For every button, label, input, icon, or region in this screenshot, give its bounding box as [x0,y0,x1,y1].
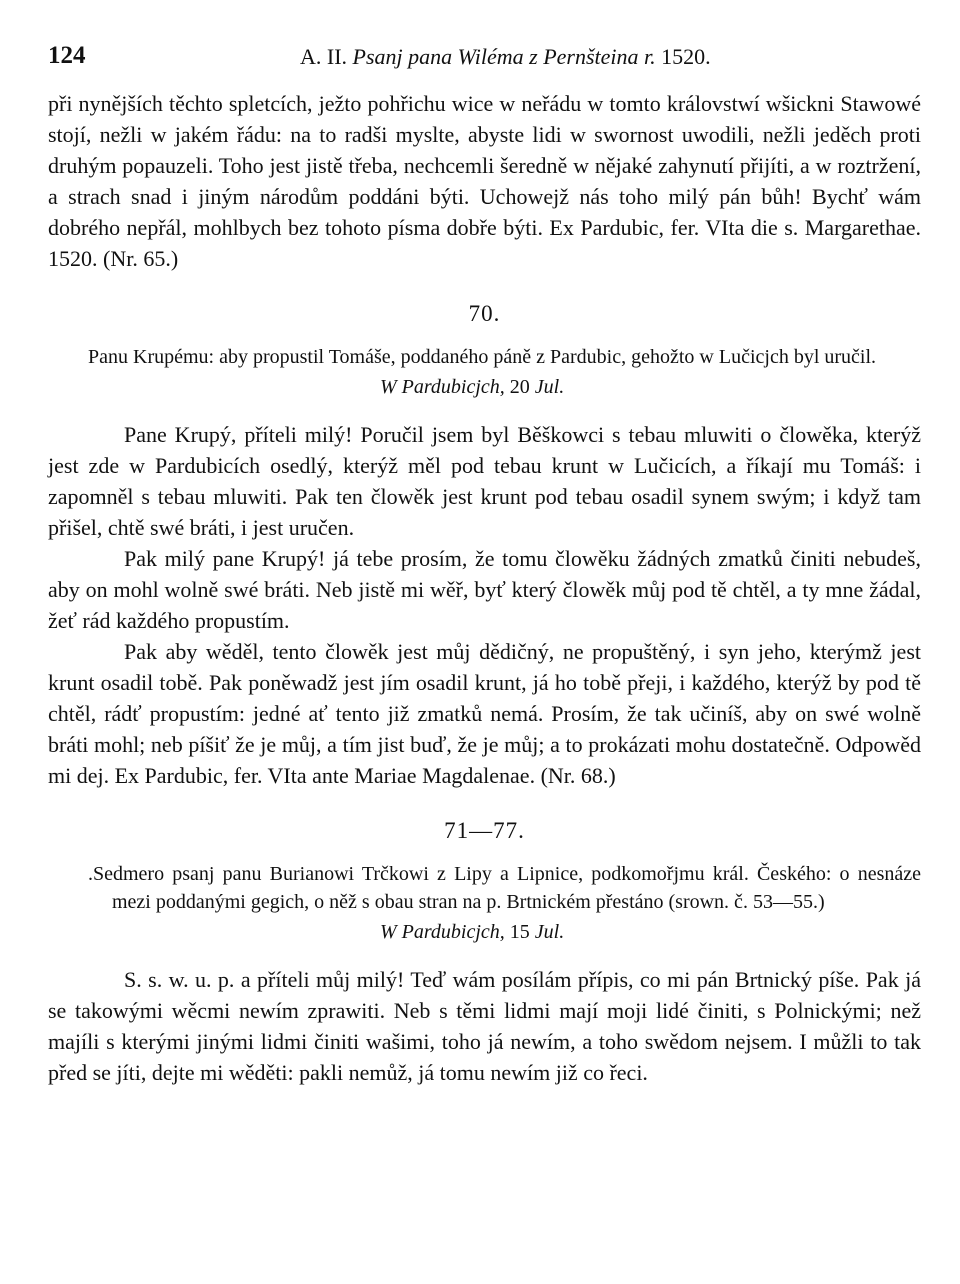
letter70-paragraph-2: Pak milý pane Krupý! já tebe prosím, že tomu člowěku žádných zmatků činiti nebudeš, aby on mohl wolně swé bráti. Neb jistě mi wěř, byť který člowěk můj pod tě chtěl, a ty mne žádal, žeť rád každého propustím. [48,546,921,633]
letter71-paragraph-1: S. s. w. u. p. a příteli můj milý! Teď wám posílám přípis, co mi pán Brtnický píše. Pak já se takowými wěcmi newím zprawiti. Neb s těmi lidmi mají moji lidé činiti, s Polnickými; než majíli s kterými jinými lidmi činiti wašimi, toho já newím, a toho swědom nejsem. I můžli to tak před se jíti, dejte mi wěděti: pakli nemůž, já tomu newím již co řeci. [48,967,921,1085]
date-71 [510,921,564,943]
continuation-paragraph: při nynějších těchto spletcích, ježto pohřichu wice w neřádu w tomto královstwí wšickni Stawowé stojí, nežli w jakém řádu: na to radši myslte, abyste lidi w swornost uwodili, nežli jeděch proti druhým popauzeli. Toho jest jistě třeba, nechcemli šeredně w nějaké zahynutí přijíti, a w roztržení, a strach snad i jiným národům poddáni býti. Uchowejž nás toho milý pán bůh! Bychť wám dobrého nepřál, mohlbych bez tohoto písma dobře býti. Ex Pardubic, fer. VIta die s. Margarethae. 1520. (Nr. 65.) [48,91,921,271]
date-month-70: Jul. [534,376,565,398]
page-number: 124 [48,42,86,69]
running-title [300,44,711,70]
regest-71-77: .Sedmero psanj panu Burianowi Trčkowi z Lipy a Lipnice, podkomořjmu král. Českého: o nesnáze mezi poddanými gegich, o něž s obau stran na p. Brtnickém přestáno (srown. č. 53—55.) [88,863,921,913]
running-title-italic: Psanj pana Wiléma z Pernšteina r. [352,44,656,69]
date-70 [510,376,564,398]
date-month-71: Jul. [534,921,565,943]
letter-number-71-77: 71—77. [444,818,525,843]
running-prefix: A. II. [300,44,348,69]
letter70-paragraph-3: Pak aby wěděl, tento člowěk jest můj dědičný, ne propuštěný, i syn jeho, kterýmž jest krunt osadil tobě. Pak poněwadž jest jím osadil krunt, já ho tobě přeji, i každého, kterýž by pod tě chtěl, rádť propustím: jedné ať tento již zmatků nemá. Prosím, že tak učiníš, aby on swé wolně bráti mohl; neb píšiť že je můj, a tím jist buď, že je můj; a to prokázati mohu dostatečně. Odpowěd mi dej. Ex Pardubic, fer. VIta ante Mariae Magdalenae. (Nr. 68.) [48,639,921,788]
date-day-70: 20 [509,376,530,398]
letter-number-70: 70. [468,301,501,326]
place-71: W Pardubicjch, [380,921,505,943]
regest-70: Panu Krupému: aby propustil Tomáše, poddaného páně z Pardubic, gehožto w Lučicjch byl uručil. [88,346,877,368]
place-70: W Pardubicjch, [380,376,505,398]
date-day-71: 15 [509,921,530,943]
running-year: 1520. [661,44,711,69]
place-date-71 [380,918,921,946]
running-header [48,42,918,82]
page-body [48,88,921,1088]
place-date-70 [380,373,921,401]
letter70-paragraph-1: Pane Krupý, příteli milý! Poručil jsem byl Běškowci s tebau mluwiti o člowěka, kterýž jest zde w Pardubicích osedlý, kterýž měl pod tebau krunt w Lučicích, a říkají mu Tomáš: i zapomněl s tebau mluwiti. Pak ten člowěk jest krunt pod tebau osadil synem swým; i když tam přišel, chtě swé bráti, i jest uručen. [48,422,921,540]
